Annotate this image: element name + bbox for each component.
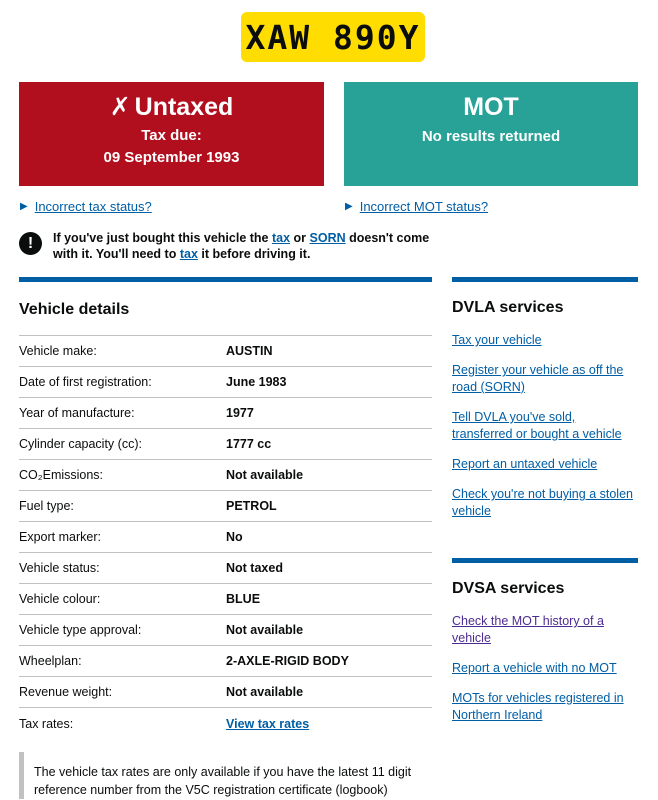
- list-item: [452, 456, 638, 473]
- detail-value: June 1983: [226, 375, 287, 389]
- list-item: [452, 362, 638, 396]
- incorrect-tax-link[interactable]: Incorrect tax status?: [34, 199, 152, 214]
- detail-row: [19, 708, 432, 739]
- detail-label: Vehicle colour:: [19, 592, 101, 606]
- list-item: [452, 486, 638, 520]
- detail-row: [19, 367, 432, 398]
- tax-link-2[interactable]: tax: [179, 247, 198, 261]
- detail-value: Not available: [226, 623, 304, 637]
- detail-value: No: [226, 530, 243, 544]
- vehicle-details: [19, 277, 432, 739]
- detail-label: CO₂Emissions:: [19, 468, 104, 482]
- detail-row: [19, 677, 432, 708]
- list-item: [452, 690, 638, 724]
- tax-due-label: Tax due:: [141, 127, 202, 144]
- report-untaxed-link[interactable]: Report an untaxed vehicle: [452, 457, 598, 471]
- tax-vehicle-link[interactable]: Tax your vehicle: [452, 333, 542, 347]
- detail-value: 1977: [226, 406, 254, 420]
- dvla-services-list: [452, 332, 638, 520]
- mots-northern-ireland-link[interactable]: MOTs for vehicles registered in Northern Ireland: [452, 691, 624, 722]
- detail-value: Not available: [226, 468, 304, 482]
- detail-label: Tax rates:: [19, 716, 74, 731]
- detail-row: [19, 553, 432, 584]
- triangle-right-icon: ▶: [20, 201, 28, 212]
- tax-due-date: 09 September 1993: [103, 149, 240, 166]
- detail-value: AUSTIN: [226, 344, 273, 358]
- detail-label: Vehicle type approval:: [19, 623, 142, 637]
- mot-status-title: MOT: [463, 93, 519, 121]
- detail-label: Date of first registration:: [19, 375, 152, 389]
- detail-row: [19, 522, 432, 553]
- incorrect-tax-toggle[interactable]: [20, 199, 152, 214]
- triangle-right-icon: ▶: [345, 201, 353, 212]
- incorrect-mot-toggle[interactable]: [345, 199, 488, 214]
- warning-text: If you've just bought this vehicle the tax or SORN doesn't come with it. You'll need to tax it before driving it.: [53, 231, 430, 261]
- list-item: [452, 660, 638, 677]
- detail-value: PETROL: [226, 499, 277, 513]
- detail-label: Vehicle make:: [19, 344, 97, 358]
- mot-status-panel: [344, 82, 638, 186]
- detail-value: 2-AXLE-RIGID BODY: [226, 654, 349, 668]
- report-no-mot-link[interactable]: Report a vehicle with no MOT: [452, 661, 617, 675]
- detail-value: 1777 cc: [226, 437, 272, 451]
- sorn-link[interactable]: SORN: [309, 231, 346, 245]
- view-tax-rates-link[interactable]: View tax rates: [226, 716, 310, 731]
- tell-dvla-link[interactable]: Tell DVLA you've sold, transferred or bought a vehicle: [452, 410, 622, 441]
- detail-label: Wheelplan:: [19, 654, 82, 668]
- sorn-register-link[interactable]: Register your vehicle as off the road (SORN): [452, 363, 624, 394]
- detail-label: Year of manufacture:: [19, 406, 135, 420]
- detail-label: Vehicle status:: [19, 561, 100, 575]
- dvsa-services-heading: DVSA services: [452, 580, 565, 597]
- detail-row: [19, 584, 432, 615]
- tax-status-title: ✗ Untaxed: [109, 93, 234, 121]
- vehicle-details-heading: Vehicle details: [19, 282, 432, 336]
- dvsa-services-list: [452, 613, 638, 724]
- warning-notice: [19, 230, 439, 262]
- detail-row: [19, 398, 432, 429]
- dvla-services: [452, 277, 638, 533]
- detail-row: [19, 460, 432, 491]
- detail-label: Cylinder capacity (cc):: [19, 437, 142, 451]
- check-stolen-link[interactable]: Check you're not buying a stolen vehicle: [452, 487, 633, 518]
- detail-row: [19, 615, 432, 646]
- detail-row: [19, 491, 432, 522]
- list-item: [452, 332, 638, 349]
- mot-history-link[interactable]: Check the MOT history of a vehicle: [452, 614, 604, 645]
- list-item: [452, 613, 638, 647]
- detail-value: Not taxed: [226, 561, 283, 575]
- tax-rates-inset: The vehicle tax rates are only available if you have the latest 11 digit reference number from the V5C registration certificate (logbook): [19, 752, 419, 799]
- detail-row: [19, 336, 432, 367]
- exclamation-icon: !: [19, 232, 42, 255]
- detail-label: Export marker:: [19, 530, 101, 544]
- mot-status-text: No results returned: [421, 128, 561, 145]
- detail-label: Fuel type:: [19, 499, 74, 513]
- list-item: [452, 409, 638, 443]
- detail-row: [19, 429, 432, 460]
- detail-row: [19, 646, 432, 677]
- dvsa-services: [452, 558, 638, 737]
- detail-value: BLUE: [226, 592, 261, 606]
- tax-link[interactable]: tax: [271, 231, 291, 245]
- cross-icon: ✗: [109, 93, 131, 121]
- number-plate: XAW 890Y: [241, 12, 425, 62]
- dvla-services-heading: DVLA services: [452, 299, 564, 316]
- incorrect-mot-link[interactable]: Incorrect MOT status?: [359, 199, 489, 214]
- tax-status-panel: [19, 82, 324, 186]
- detail-value: Not available: [226, 685, 304, 699]
- detail-label: Revenue weight:: [19, 685, 113, 699]
